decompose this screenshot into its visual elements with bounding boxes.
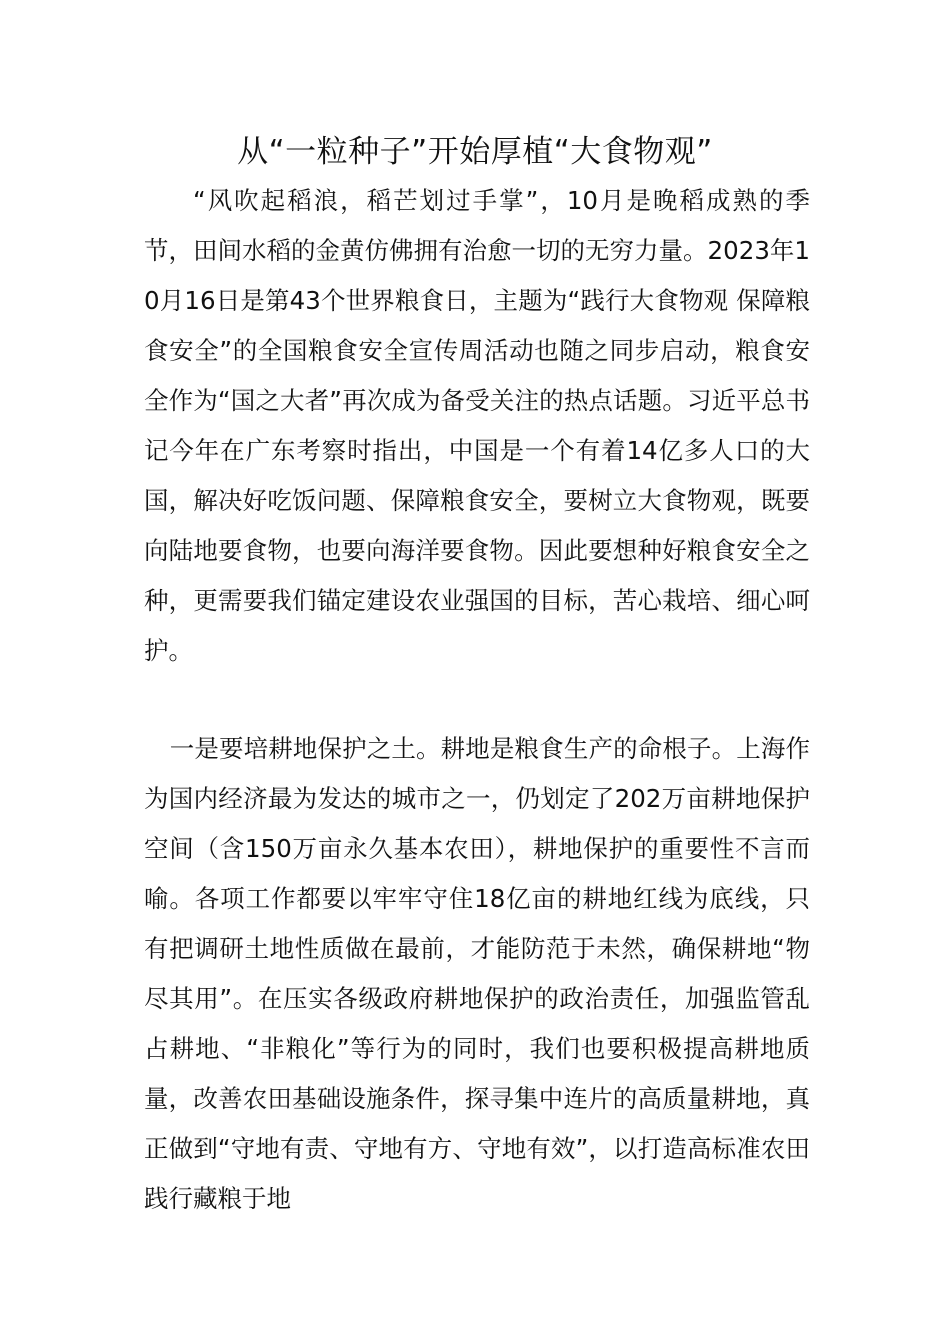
paragraph-intro: “风吹起稻浪，稻芒划过手掌”，10月是晚稻成熟的季节，田间水稻的金黄仿佛拥有治愈一切的无穷力量。2023年10月16日是第43个世界粮食日，主题为“践行大食物观 保障粮食安全”的全国粮食安全宣传周活动也随之同步启动，粮食安全作为“国之大者”再次成为备受关注的热点话题。习近平总书记今年在广东考察时指出，中国是一个有着14亿多人口的大国，解决好吃饭问题、保障粮食安全，要树立大食物观，既要向陆地要食物，也要向海洋要食物。因此要想种好粮食安全之种，更需要我们锚定建设农业强国的目标，苦心栽培、细心呵护。 bbox=[144, 186, 810, 665]
document-title: 从“一粒种子”开始厚植“大食物观” bbox=[237, 134, 713, 170]
paragraph-farmland-protection: 一是要培耕地保护之土。耕地是粮食生产的命根子。上海作为国内经济最为发达的城市之一，仍划定了202万亩耕地保护空间（含150万亩永久基本农田），耕地保护的重要性不言而喻。各项工作都要以牢牢守住18亿亩的耕地红线为底线，只有把调研土地性质做在最前，才能防范于未然，确保耕地“物尽其用”。在压实各级政府耕地保护的政治责任，加强监管乱占耕地、“非粮化”等行为的同时，我们也要积极提高耕地质量，改善农田基础设施条件，探寻集中连片的高质量耕地，真正做到“守地有责、守地有方、守地有效”，以打造高标准农田践行藏粮于地 bbox=[144, 734, 810, 1213]
